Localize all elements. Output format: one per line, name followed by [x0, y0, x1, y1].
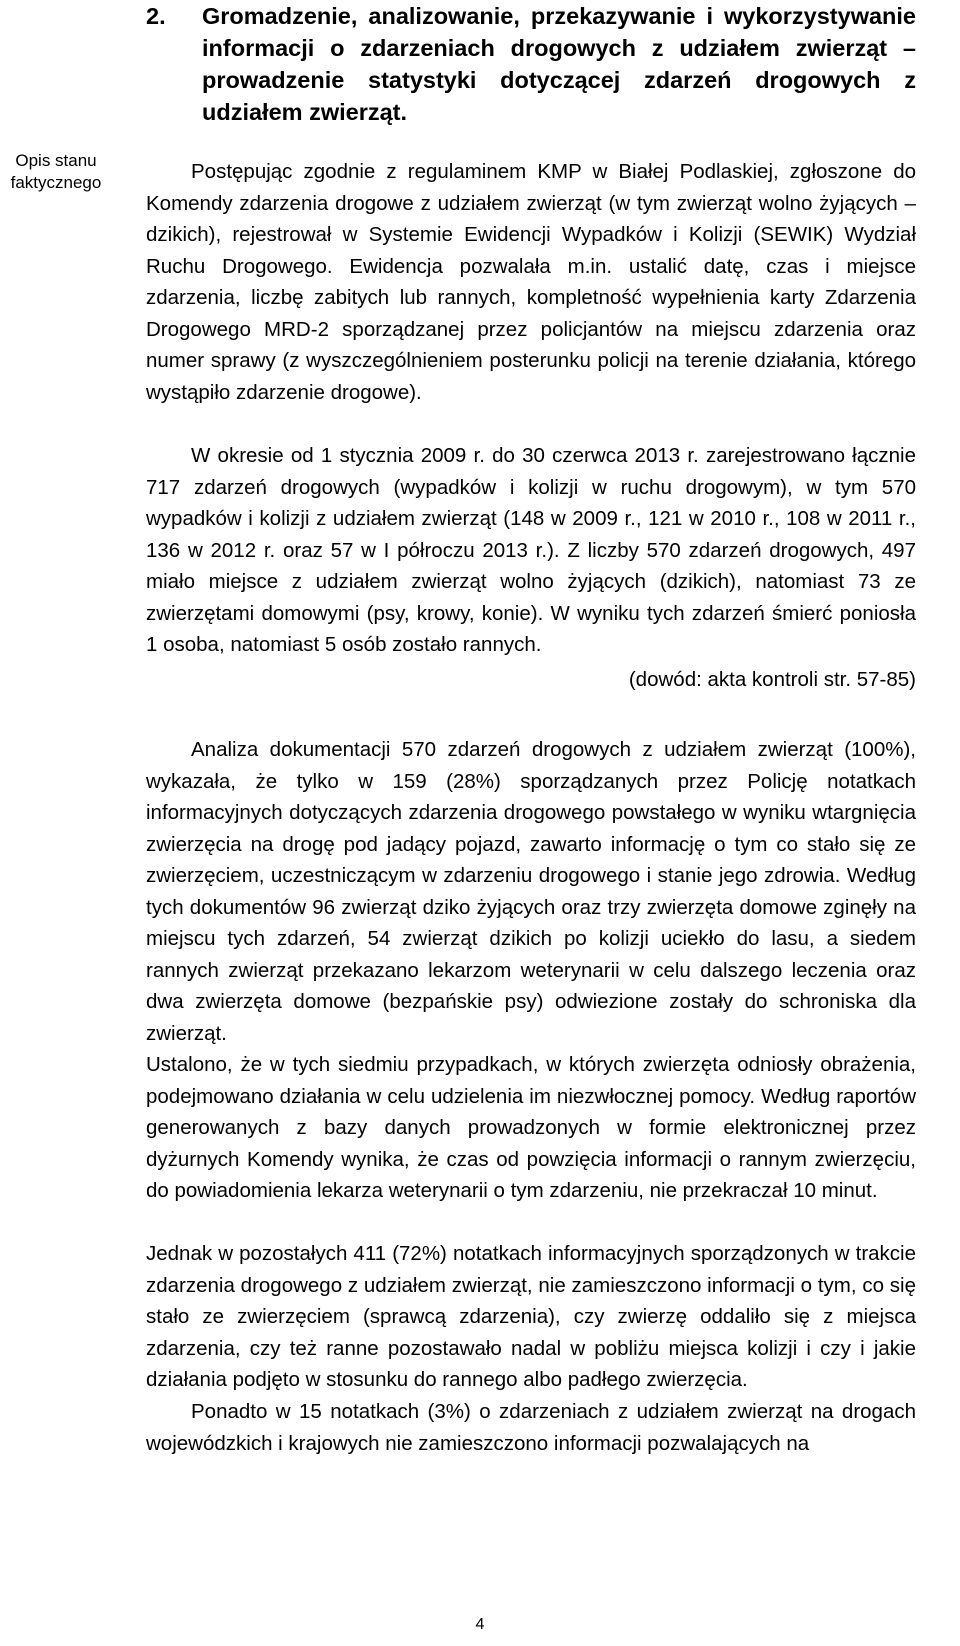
paragraph-additional: Ponadto w 15 notatkach (3%) o zdarzeniach z udziałem zwierząt na drogach wojewódzkich i krajowych nie zamieszczono informacji pozwalających na	[146, 1400, 916, 1455]
margin-note-line2: faktycznego	[10, 173, 102, 192]
margin-note	[0, 150, 112, 194]
paragraph-findings: Ustalono, że w tych siedmiu przypadkach, w których zwierzęta odniosły obrażenia, podejmowano działania w celu udzielenia im niezwłocznej pomocy. Według raportów generowanych z bazy danych prowadzonych w formie elektronicznej przez dyżurnych Komendy wynika, że czas od powzięcia informacji o rannym zwierzęciu, do powiadomienia lekarza weterynarii o tym zdarzeniu, nie przekraczał 10 minut.	[146, 1053, 916, 1202]
page-number: 4	[475, 1616, 485, 1633]
evidence-reference: (dowód: akta kontroli str. 57-85)	[628, 668, 916, 691]
paragraph-analysis: Analiza dokumentacji 570 zdarzeń drogowych z udziałem zwierząt (100%), wykazała, że tylko w 159 (28%) sporządzanych przez Policję notatkach informacyjnych dotyczących zdarzenia drogowego powstałego w wyniku wtargnięcia zwierzęcia na drogę pod jadący pojazd, zawarto informację o tym co stało się ze zwierzęciem, uczestniczącym w zdarzeniu drogowego i stanie jego zdrowia. Według tych dokumentów 96 zwierząt dziko żyjących oraz trzy zwierzęta domowe zginęły na miejscu tych zdarzeń, 54 zwierząt dzikich po kolizji uciekło do lasu, a siedem rannych zwierząt przekazano lekarzom weterynarii w celu dalszego leczenia oraz dwa zwierzęta domowe (bezpańskie psy) odwiezione zostały do schroniska dla zwierząt.	[146, 738, 916, 1045]
paragraph-sewik: Postępując zgodnie z regulaminem KMP w Białej Podlaskiej, zgłoszone do Komendy zdarzenia drogowe z udziałem zwierząt (w tym zwierząt wolno żyjących – dzikich), rejestrował w Systemie Ewidencji Wypadków i Kolizji (SEWIK) Wydział Ruchu Drogowego. Ewidencja pozwalała m.in. ustalić datę, czas i miejsce zdarzenia, liczbę zabitych lub rannych, kompletność wypełnienia karty Zdarzenia Drogowego MRD-2 sporządzanej przez policjantów na miejscu zdarzenia oraz numer sprawy (z wyszczególnieniem posterunku policji na terenie działania, którego wystąpiło zdarzenie drogowe).	[146, 160, 916, 404]
section-title: Gromadzenie, analizowanie, przekazywanie i wykorzystywanie informacji o zdarzeniach drogowych z udziałem zwierząt – prowadzenie statystyki dotyczącej zdarzeń drogowych z udziałem zwierząt.	[202, 3, 916, 125]
margin-note-line1: Opis stanu	[15, 151, 97, 170]
section-number: 2.	[146, 3, 166, 29]
paragraph-statistics: W okresie od 1 stycznia 2009 r. do 30 czerwca 2013 r. zarejestrowano łącznie 717 zdarzeń drogowych (wypadków i kolizji w ruchu drogowym), w tym 570 wypadków i kolizji z udziałem zwierząt (148 w 2009 r., 121 w 2010 r., 108 w 2011 r., 136 w 2012 r. oraz 57 w I półroczu 2013 r.). Z liczby 570 zdarzeń drogowych, 497 miało miejsce z udziałem zwierząt wolno żyjących (dzikich), natomiast 73 ze zwierzętami domowymi (psy, krowy, konie). W wyniku tych zdarzeń śmierć poniosła 1 osoba, natomiast 5 osób zostało rannych.	[146, 444, 916, 656]
paragraph-missing-info: Jednak w pozostałych 411 (72%) notatkach informacyjnych sporządzonych w trakcie zdarzenia drogowego z udziałem zwierząt, nie zamieszczono informacji o tym, co się stało ze zwierzęciem (sprawcą zdarzenia), czy zwierzę oddaliło się z miejsca zdarzenia, czy też ranne pozostawało nadal w pobliżu miejsca kolizji i czy i jakie działania podjęto w stosunku do rannego albo padłego zwierzęcia.	[146, 1242, 916, 1391]
